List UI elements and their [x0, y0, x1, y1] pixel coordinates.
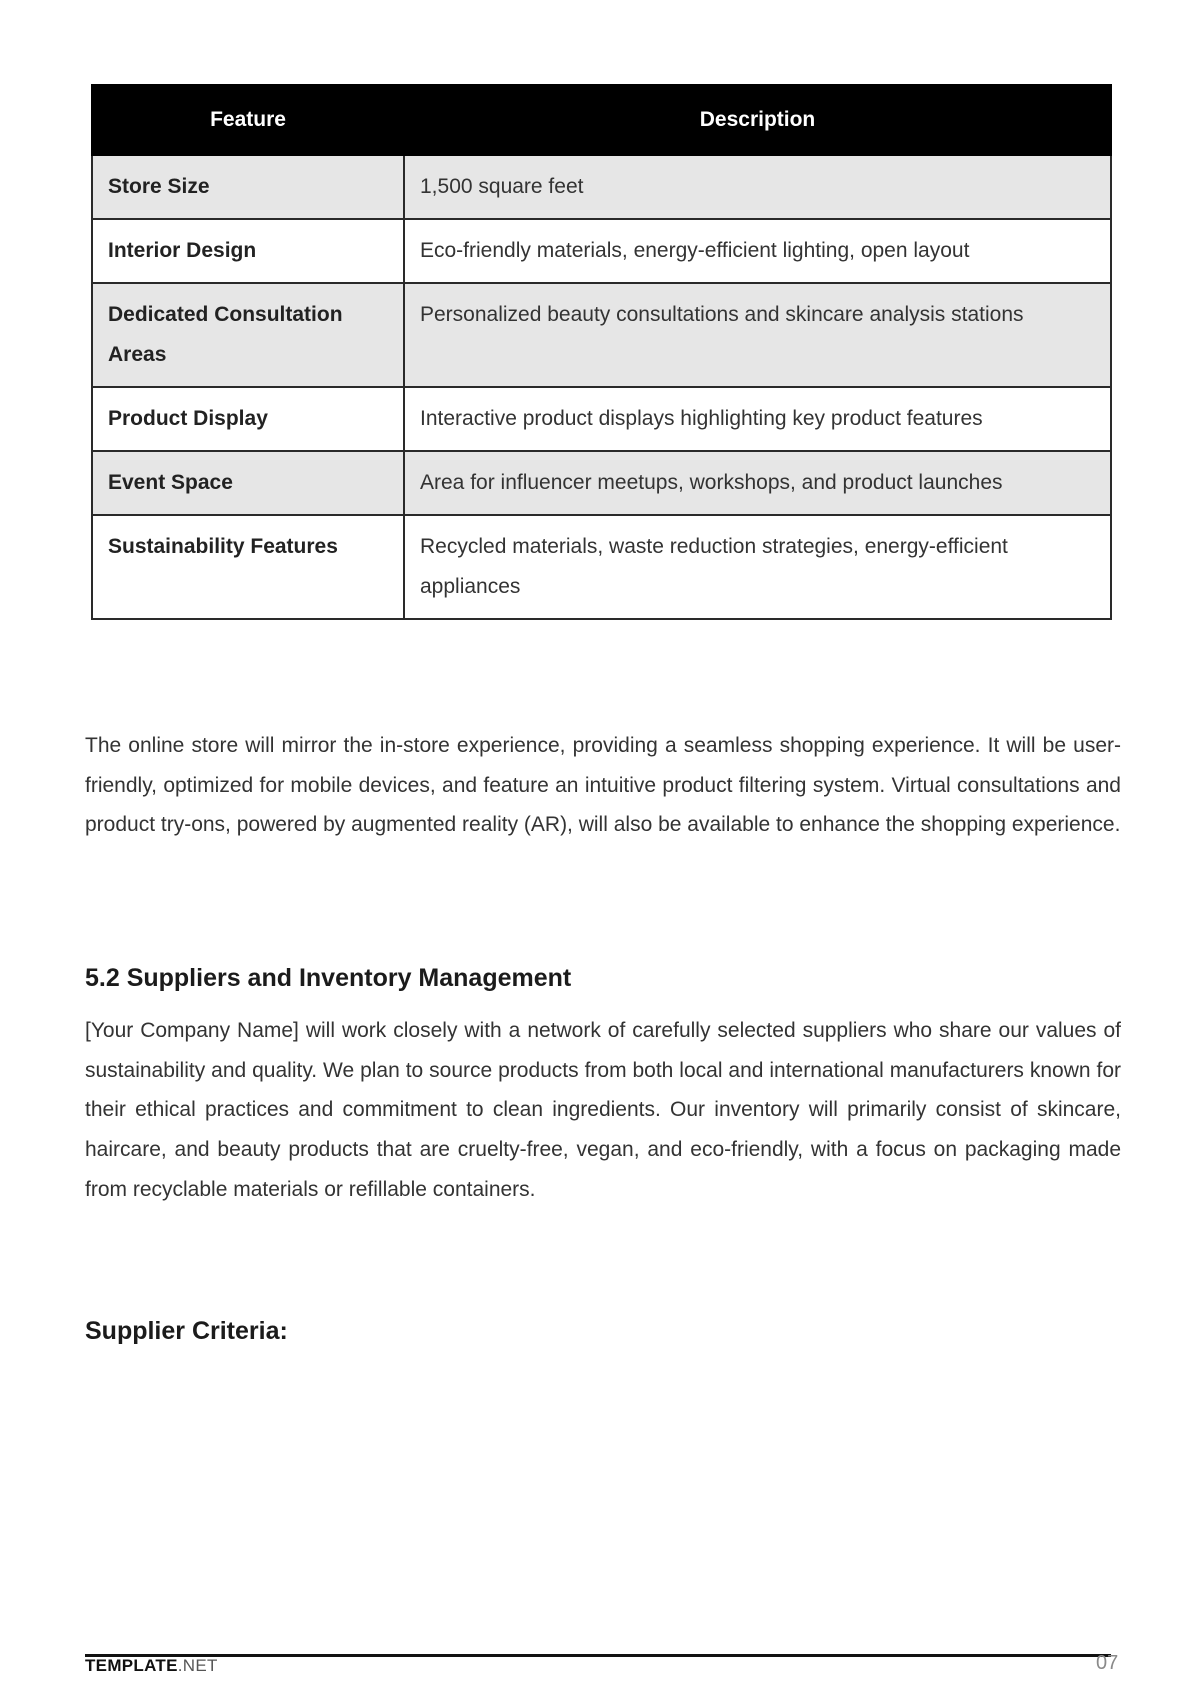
column-header-description: Description: [404, 85, 1111, 155]
footer-logo-bold: TEMPLATE: [85, 1656, 178, 1675]
feature-cell: [92, 451, 404, 515]
footer-logo-light: .NET: [177, 1656, 218, 1675]
table-header-row: [92, 85, 1111, 155]
feature-cell: [92, 283, 404, 387]
section-heading: 5.2 Suppliers and Inventory Management: [85, 964, 572, 992]
description-text: Recycled materials, waste reduction strategies, energy-efficient appliances: [420, 535, 1008, 598]
table-row: [92, 515, 1111, 619]
description-text: Personalized beauty consultations and skincare analysis stations: [420, 303, 1024, 326]
feature-cell: [92, 219, 404, 283]
description-cell: [404, 155, 1111, 219]
description-cell: [404, 515, 1111, 619]
description-cell: [404, 387, 1111, 451]
description-text: 1,500 square feet: [420, 175, 584, 198]
table-row: [92, 451, 1111, 515]
supplier-criteria-heading: Supplier Criteria:: [85, 1317, 288, 1345]
feature-cell: [92, 387, 404, 451]
online-store-paragraph: The online store will mirror the in-store experience, providing a seamless shopping experience. It will be user-friendly, optimized for mobile devices, and feature an intuitive product filtering system. Virtual consultations and product try-ons, powered by augmented reality (AR), will also be available to enhance the shopping experience.: [85, 734, 1121, 837]
feature-text: Dedicated Consultation Areas: [108, 303, 343, 366]
footer-logo: [85, 1656, 218, 1676]
feature-cell: [92, 155, 404, 219]
page-number: 07: [1096, 1652, 1119, 1674]
suppliers-paragraph: [Your Company Name] will work closely with a network of carefully selected suppliers who share our values of sustainability and quality. We plan to source products from both local and international manufacturers known for their ethical practices and commitment to clean ingredients. Our inventory will primarily consist of skincare, haircare, and beauty products that are cruelty-free, vegan, and eco-friendly, with a focus on packaging made from recyclable materials or refillable containers.: [85, 1019, 1121, 1201]
description-text: Eco-friendly materials, energy-efficient lighting, open layout: [420, 239, 970, 262]
description-cell: [404, 451, 1111, 515]
description-cell: [404, 219, 1111, 283]
description-text: Area for influencer meetups, workshops, and product launches: [420, 471, 1003, 494]
table-row: [92, 155, 1111, 219]
feature-text: Interior Design: [108, 239, 257, 262]
feature-cell: [92, 515, 404, 619]
table-row: [92, 283, 1111, 387]
table-row: [92, 219, 1111, 283]
description-cell: [404, 283, 1111, 387]
feature-text: Sustainability Features: [108, 535, 338, 558]
description-text: Interactive product displays highlighting key product features: [420, 407, 983, 430]
footer-divider: [85, 1654, 1111, 1657]
feature-text: Event Space: [108, 471, 233, 494]
column-header-feature: Feature: [92, 85, 404, 155]
features-table: [91, 84, 1112, 620]
feature-text: Store Size: [108, 175, 210, 198]
table-row: [92, 387, 1111, 451]
feature-text: Product Display: [108, 407, 268, 430]
